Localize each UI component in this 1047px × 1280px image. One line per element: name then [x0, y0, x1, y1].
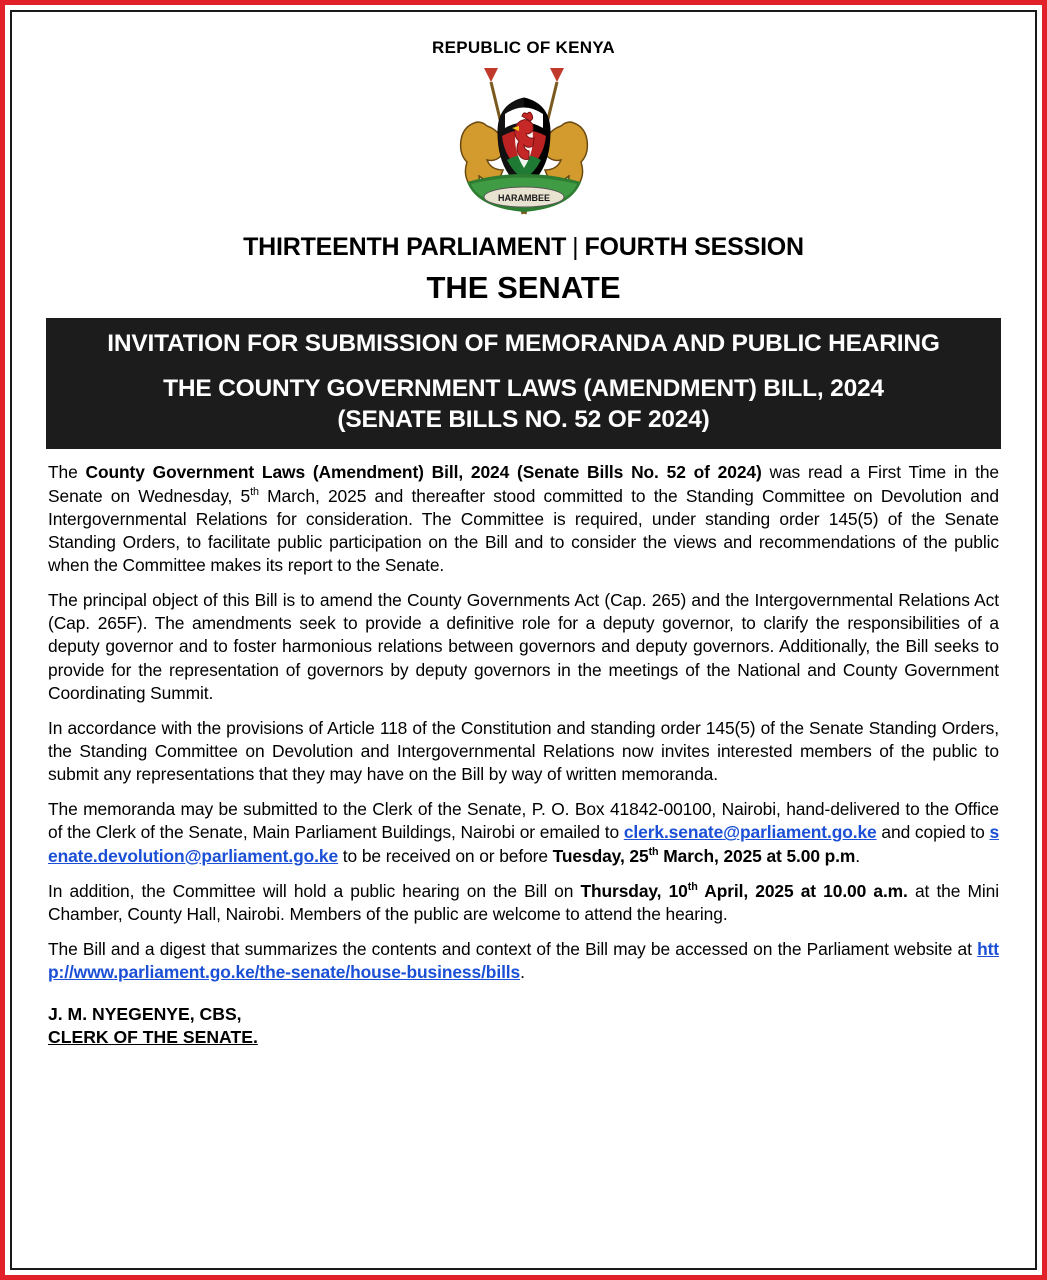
notice-inner-frame [10, 10, 1037, 1270]
p1-text-3: March, 2025 and thereafter stood committed to the Standing Committee on Devolution and Intergovernmental Relations for consideration. The Committee is required, under standing order 145(5) of the Senate Standing Orders, to facilitate public participation on the Bill and to consider the views and recommendations of the public when the Committee makes its report to the Senate. [48, 485, 999, 575]
republic-heading: REPUBLIC OF KENYA [432, 38, 615, 57]
p4-text-1: The memoranda may be submitted to the Clerk of the Senate, P. O. Box 41842-00100, Nairobi, hand-delivered to the Office of the Clerk of the Senate, Main Parliament Buildings, Nairobi or emailed to [48, 799, 999, 843]
paragraph-1 [48, 461, 999, 577]
p1-text-1: The [48, 462, 86, 483]
p5-hearing-time: April, 2025 at 10.00 a.m. [697, 880, 908, 901]
p1-bill-title: County Government Laws (Amendment) Bill, 2024 (Senate Bills No. 52 of 2024) [85, 462, 762, 483]
devolution-email-link[interactable]: senate.devolution@parliament.go.ke [48, 822, 1000, 866]
harambee-motto: HARAMBEE [497, 193, 550, 203]
banner-line-3: (SENATE BILLS NO. 52 OF 2024) [337, 405, 710, 433]
notice-banner [46, 318, 1001, 449]
parliament-separator: | [572, 233, 579, 261]
house-title: THE SENATE [426, 270, 621, 305]
p4-deadline-date: Tuesday, 25 [552, 845, 649, 866]
p1-text-2: was read a First Time in the Senate on Wednesday, 5 [48, 462, 999, 506]
signature-block [48, 1004, 999, 1048]
banner-line-2: THE COUNTY GOVERNMENT LAWS (AMENDMENT) BILL, 2024 [163, 375, 884, 403]
p6-text-1: The Bill and a digest that summarizes the contents and context of the Bill may be accessed on the Parliament website at [48, 938, 978, 959]
p1-ordinal-suffix: th [250, 485, 259, 498]
parliament-website-link[interactable]: http://www.parliament.go.ke/the-senate/house-business/bills [48, 938, 999, 983]
clerk-name: J. M. NYEGENYE, CBS, [48, 1004, 242, 1025]
p5-text-1: In addition, the Committee will hold a public hearing on the Bill on [48, 880, 581, 901]
paragraph-3: In accordance with the provisions of Article 118 of the Constitution and standing order 145(5) of the Senate Standing Orders, the Standing Committee on Devolution and Intergovernmental Relations now invites interested members of the public to submit any representations that they may have on the Bill by way of written memoranda. [48, 717, 999, 785]
paragraph-4 [48, 798, 999, 867]
session-label: FOURTH SESSION [584, 233, 804, 261]
p6-text-2: . [520, 962, 525, 983]
p4-deadline-time: March, 2025 at 5.00 p.m [658, 845, 856, 866]
notice-body [48, 461, 999, 984]
kenya-coat-of-arms-icon [419, 64, 629, 229]
paragraph-2: The principal object of this Bill is to amend the County Governments Act (Cap. 265) and the Intergovernmental Relations Act (Cap. 265F). The amendments seek to provide a definitive role for a deputy governor, to clarify the responsibilities of a deputy governor and to foster harmonious relations between governors and deputy governors. Additionally, the Bill seeks to provide for the representation of governors by deputy governors in the meetings of the National and County Government Coordinating Summit. [48, 590, 999, 703]
p4-text-4: . [855, 845, 860, 866]
paragraph-6 [48, 938, 999, 984]
paragraph-5 [48, 880, 999, 926]
coat-of-arms-crest [48, 64, 999, 229]
p4-ordinal-suffix: th [648, 845, 659, 858]
clerk-role: CLERK OF THE SENATE. [48, 1027, 258, 1048]
banner-line-1: INVITATION FOR SUBMISSION OF MEMORANDA AND PUBLIC HEARING [107, 330, 940, 357]
parliament-session-line [48, 233, 999, 262]
clerk-email-link[interactable]: clerk.senate@parliament.go.ke [623, 822, 877, 843]
p5-hearing-date: Thursday, 10 [580, 880, 688, 901]
p5-ordinal-suffix: th [687, 880, 698, 893]
p5-text-2: at the Mini Chamber, County Hall, Nairobi. Members of the public are welcome to attend the hearing. [48, 880, 999, 924]
parliament-label: THIRTEENTH PARLIAMENT [243, 233, 567, 261]
p4-text-3: to be received on or before [338, 845, 553, 866]
p4-text-2: and copied to [876, 822, 990, 843]
